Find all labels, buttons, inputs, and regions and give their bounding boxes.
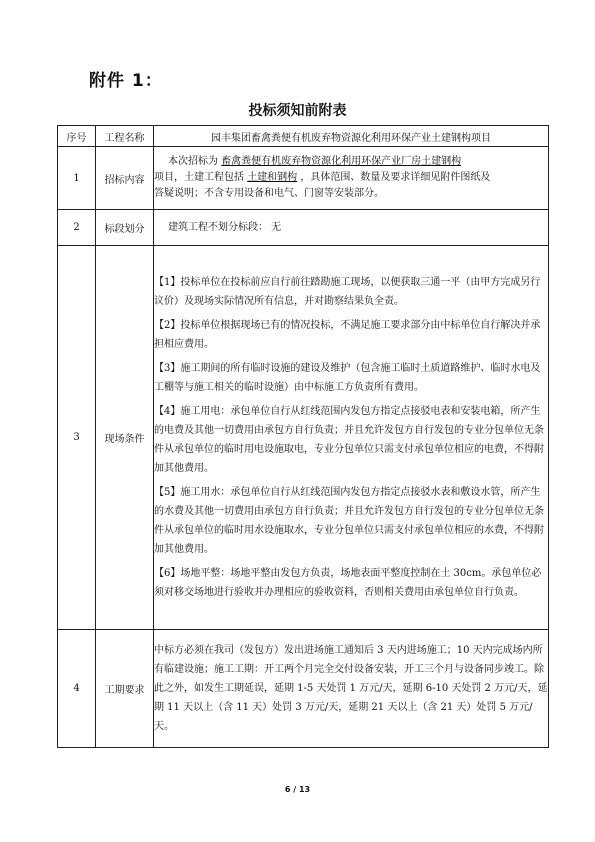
text: ，具体范围、数量及要求详细见附件图纸及 [300,172,491,183]
header-field: 工程名称 [96,126,154,147]
table-row [58,147,549,210]
condition-item: 【2】投标单位根据现场已有的情况投标，不满足施工要求部分由中标单位自行解决并承担相应费用。 [154,320,541,350]
row-num: 1 [58,147,96,210]
row-num: 2 [58,210,96,246]
underlined-text: 畜禽粪便有机废弃物资源化利用环保产业厂房土建钢构 [221,156,462,167]
row-num: 3 [58,246,96,630]
table-row [58,630,549,748]
condition-item: 【6】场地平整：场地平整由发包方负责，场地表面平整度控制在土 30cm。承包单位必须对移交场地进行验收并办理相应的验收资料，否则相关费用由承包单位自行负责。 [154,568,542,598]
row-content [154,210,549,246]
row-field: 招标内容 [96,147,154,210]
header-num: 序号 [58,126,96,147]
underlined-text: 土建和钢构 [247,172,298,183]
table-row [58,210,549,246]
condition-item: 【4】施工用电：承包单位自行从红线范围内发包方指定点接驳电表和安装电箱，所产生的电费及其他一切费用由承包方自行负责；并且允许发包方自行发包的专业分包单位无条件从承包单位的临时用电设施取电，专业分包单位只需支付承包单位相应的电费，不得附加其他费用。 [154,406,544,474]
condition-item: 【5】施工用水：承包单位自行从红线范围内发包方指定点接驳水表和敷设水管，所产生的水费及其他一切费用由承包方自行负责；并且允许发包方自行发包的专业分包单位无条件从承包单位的临时用水设施取水，专业分包单位只需支付承包单位相应的水费，不得附加其他费用。 [154,487,544,555]
table-title: 投标须知前附表 [248,103,347,119]
text: 答疑说明；不含专用设备和电气、门窗等安装部分。 [154,188,384,199]
row-content [154,147,549,210]
row-field: 工期要求 [96,630,154,748]
condition-item: 【3】施工期间的所有临时设施的建设及维护（包含施工临时土质道路维护、临时水电及工棚等与施工相关的临时设施）由中标施工方负责所有费用。 [154,363,541,393]
table-header-row [58,126,549,147]
condition-item: 【1】投标单位在投标前应自行前往踏勘施工现场，以便获取三通一平（由甲方完成另行议价）及现场实际情况所有信息，并对勘察结果负全责。 [154,277,541,307]
project-name: 园丰集团畜禽粪便有机废弃物资源化利用环保产业土建钢构项目 [154,126,549,147]
attachment-label: 附件 1： [89,71,163,91]
text: 建筑工程不划分标段： 无 [168,221,282,233]
row-field: 标段划分 [96,210,154,246]
row-num: 4 [58,630,96,748]
bid-notice-table [57,125,549,748]
row-content [154,246,549,630]
page-number: 6 / 13 [284,785,311,794]
text: 项目，土建工程包括 [154,172,244,183]
row-field: 现场条件 [96,246,154,630]
row-content: 中标方必须在我司（发包方）发出进场施工通知后 3 天内进场施工；10 天内完成场内所有临建设施；施工工期：开工两个月完全交付设备安装，开工三个月与设备同步竣工。除此之外，如发生工期延误，延期 1-5 天处罚 1 万元/天，延期 6-10 天处罚 2 万元/天，延期 11 天以上（含 11 天）处罚 3 万元/天，延期 21 天以上（含 21 天）处罚 5 万元/天。 [154,630,549,748]
text: 本次招标为 [168,156,218,167]
table-row [58,246,549,630]
